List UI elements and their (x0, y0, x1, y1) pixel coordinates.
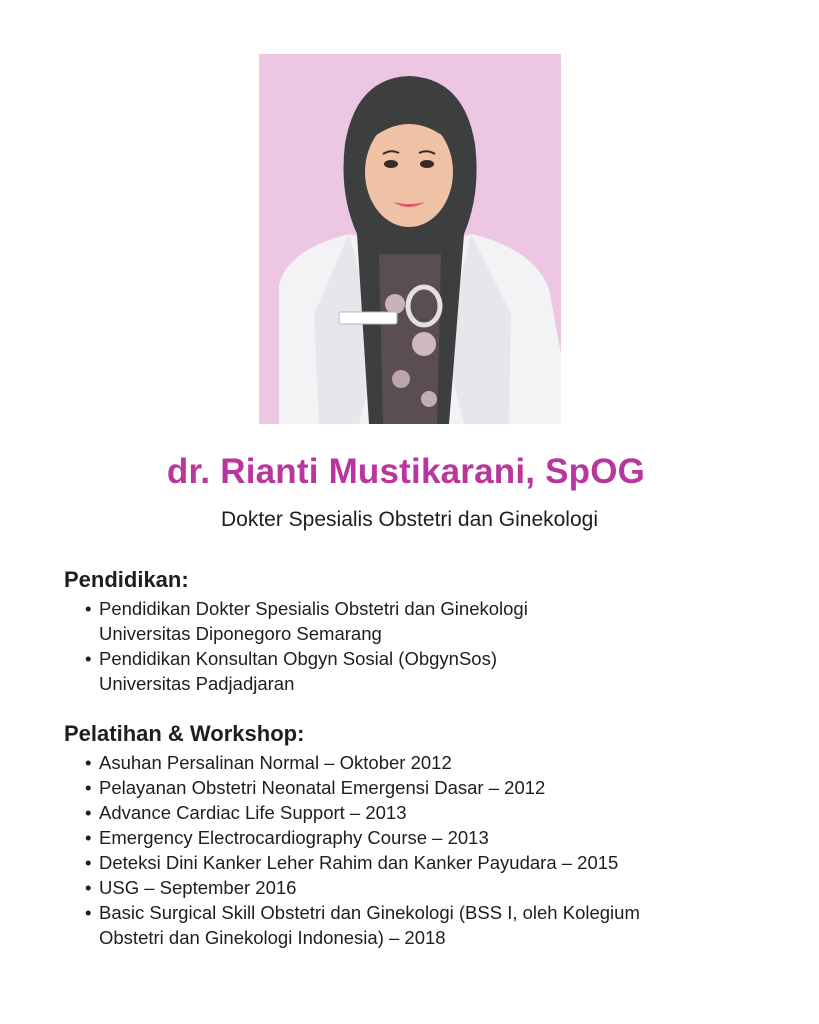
training-list (64, 750, 784, 950)
training-item-text: USG – September 2016 (99, 877, 297, 898)
education-item (64, 596, 784, 646)
training-item-text: Deteksi Dini Kanker Leher Rahim dan Kanker Payudara – 2015 (99, 852, 619, 873)
education-list (64, 596, 784, 696)
training-section (64, 720, 784, 950)
doctor-name: dr. Rianti Mustikarani, SpOG (166, 452, 646, 491)
training-item (64, 750, 784, 775)
doctor-specialty: Dokter Spesialis Obstetri dan Ginekologi (220, 508, 598, 531)
training-item (64, 875, 784, 900)
training-item-text: Pelayanan Obstetri Neonatal Emergensi Dasar – 2012 (99, 777, 546, 798)
training-item-text: Advance Cardiac Life Support – 2013 (99, 802, 407, 823)
education-item-institution: Universitas Diponegoro Semarang (99, 623, 382, 644)
education-heading: Pendidikan: (64, 567, 189, 592)
education-item-institution: Universitas Padjadjaran (99, 673, 295, 694)
education-item (64, 646, 784, 696)
doctor-portrait-illustration (259, 54, 561, 424)
training-item-text: Emergency Electrocardiography Course – 2013 (99, 827, 489, 848)
training-heading: Pelatihan & Workshop: (64, 721, 305, 746)
education-section (64, 566, 784, 696)
education-item-title: Pendidikan Konsultan Obgyn Sosial (ObgynSos) (99, 648, 497, 669)
training-item-text: Basic Surgical Skill Obstetri dan Ginekologi (BSS I, oleh Kolegium (99, 902, 640, 923)
training-item (64, 775, 784, 800)
training-item-text: Asuhan Persalinan Normal – Oktober 2012 (99, 752, 452, 773)
doctor-photo (259, 54, 561, 424)
training-item (64, 800, 784, 825)
training-item (64, 850, 784, 875)
training-item (64, 825, 784, 850)
training-item (64, 900, 784, 950)
training-item-text-continued: Obstetri dan Ginekologi Indonesia) – 2018 (99, 927, 446, 948)
education-item-title: Pendidikan Dokter Spesialis Obstetri dan Ginekologi (99, 598, 528, 619)
